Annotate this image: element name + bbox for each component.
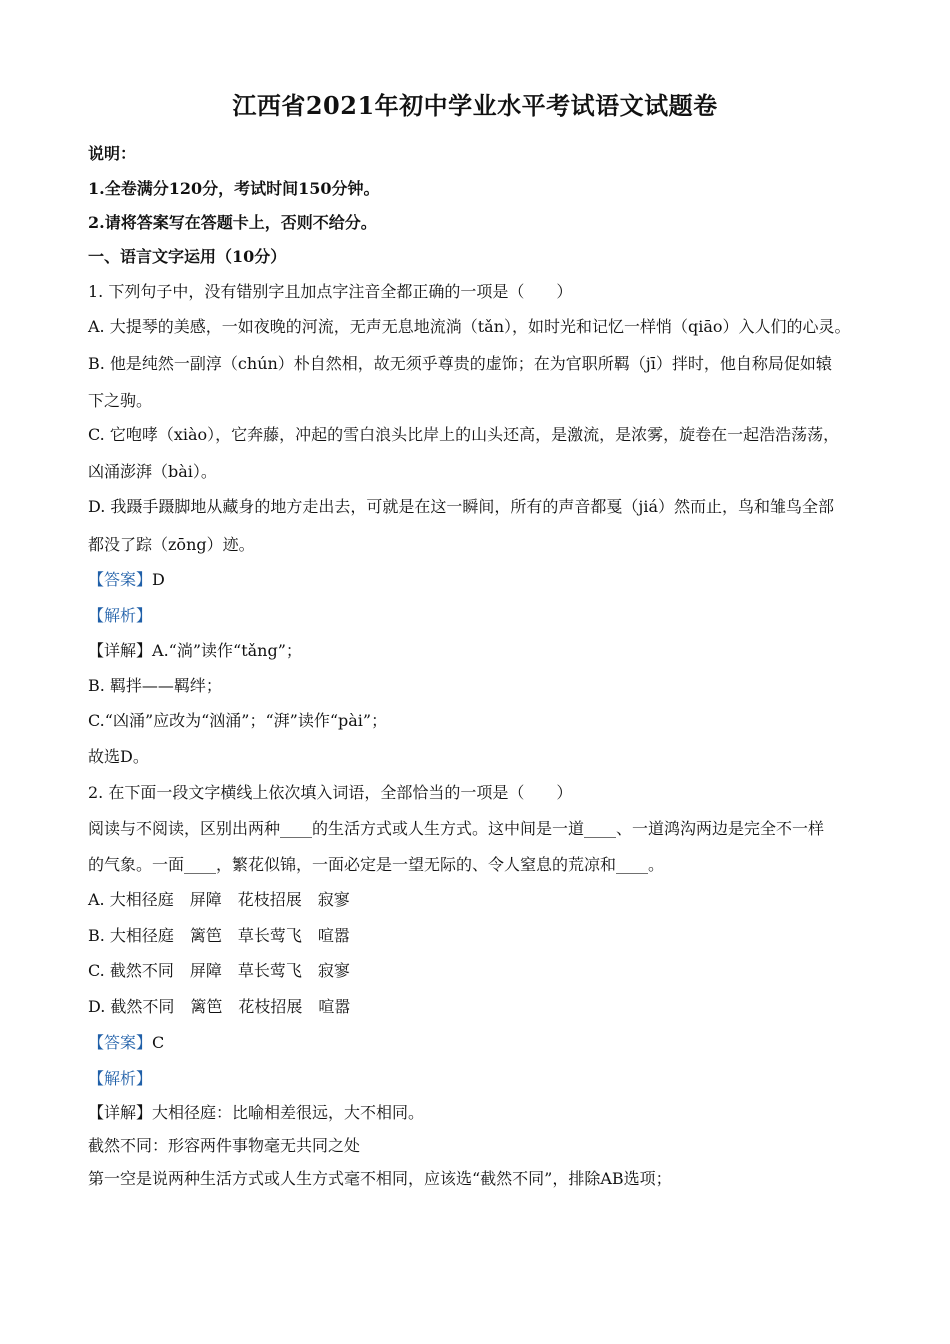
- answer-value: D: [152, 570, 165, 589]
- instructions-heading: 说明：: [88, 144, 137, 163]
- question-2-option-b: B. 大相径庭 篱笆 草长莺飞 喧嚣: [88, 926, 350, 945]
- question-2-stem: 2. 在下面一段文字横线上依次填入词语，全部恰当的一项是（ ）: [88, 783, 573, 802]
- question-1-option-c-cont: 凶涌澎湃（bài）。: [88, 462, 217, 481]
- question-2-analysis-label: 【解析】: [88, 1069, 153, 1088]
- question-2-option-a: A. 大相径庭 屏障 花枝招展 寂寥: [88, 890, 350, 909]
- instruction-item-2: 2.请将答案写在答题卡上，否则不给分。: [88, 213, 377, 232]
- answer-value: C: [152, 1033, 165, 1052]
- question-1-detail-c: C.“凶涌”应改为“汹涌”；“湃”读作“pài”；: [88, 711, 388, 730]
- question-1-conclusion: 故选D。: [88, 747, 149, 766]
- answer-label: 【答案】: [88, 1033, 153, 1052]
- question-1-stem: 1. 下列句子中，没有错别字且加点字注音全都正确的一项是（ ）: [88, 282, 573, 301]
- question-1-option-c: C. 它咆哮（xiào），它奔藤，冲起的雪白浪头比岸上的山头还高，是激流，是浓雾，旋卷在一起浩浩荡荡，: [88, 425, 840, 444]
- instruction-item-1: 1.全卷满分120分，考试时间150分钟。: [88, 179, 380, 198]
- question-1-option-d-cont: 都没了踪（zōng）迹。: [88, 535, 255, 554]
- question-1-detail: [88, 640, 908, 662]
- question-1-detail-b: B. 羁拌——羁绊；: [88, 676, 222, 695]
- question-1-option-b: B. 他是纯然一副淳（chún）朴自然相，故无须乎尊贵的虚饰；在为官职所羁（jī）拌时，他自称局促如辕: [88, 354, 832, 373]
- section-heading: 一、语言文字运用（10分）: [88, 247, 287, 266]
- question-1-option-d: D. 我蹑手蹑脚地从藏身的地方走出去，可就是在这一瞬间，所有的声音都戛（jiá）然而止，鸟和雏鸟全部: [88, 497, 835, 516]
- question-2-answer: [88, 1032, 908, 1054]
- detail-label: 【详解】: [88, 641, 153, 660]
- question-1-answer: [88, 569, 908, 591]
- question-2-option-c: C. 截然不同 屏障 草长莺飞 寂寥: [88, 961, 350, 980]
- answer-label: 【答案】: [88, 570, 153, 589]
- detail-text: 大相径庭：比喻相差很远，大不相同。: [152, 1103, 425, 1122]
- question-2-passage-cont: 的气象。一面____，繁花似锦，一面必定是一望无际的、令人窒息的荒凉和____。: [88, 855, 665, 874]
- question-2-option-d: D. 截然不同 篱笆 花枝招展 喧嚣: [88, 997, 351, 1016]
- question-1-option-b-cont: 下之驹。: [88, 391, 153, 410]
- page-title: 江西省2021年初中学业水平考试语文试题卷: [232, 91, 718, 120]
- question-2-detail-b: 截然不同：形容两件事物毫无共同之处: [88, 1136, 361, 1155]
- question-2-detail-c: 第一空是说两种生活方式或人生方式毫不相同，应该选“截然不同”，排除AB选项；: [88, 1169, 672, 1188]
- question-2-detail: [88, 1102, 908, 1124]
- detail-text: A.“淌”读作“tǎng”；: [152, 641, 302, 660]
- detail-label: 【详解】: [88, 1103, 153, 1122]
- question-1-analysis-label: 【解析】: [88, 606, 153, 625]
- question-2-passage: 阅读与不阅读，区别出两种____的生活方式或人生方式。这中间是一道____、一道鸿沟两边是完全不一样: [88, 819, 825, 838]
- question-1-option-a: A. 大提琴的美感，一如夜晚的河流，无声无息地流淌（tǎn），如时光和记忆一样悄（qiāo）入人们的心灵。: [88, 317, 851, 336]
